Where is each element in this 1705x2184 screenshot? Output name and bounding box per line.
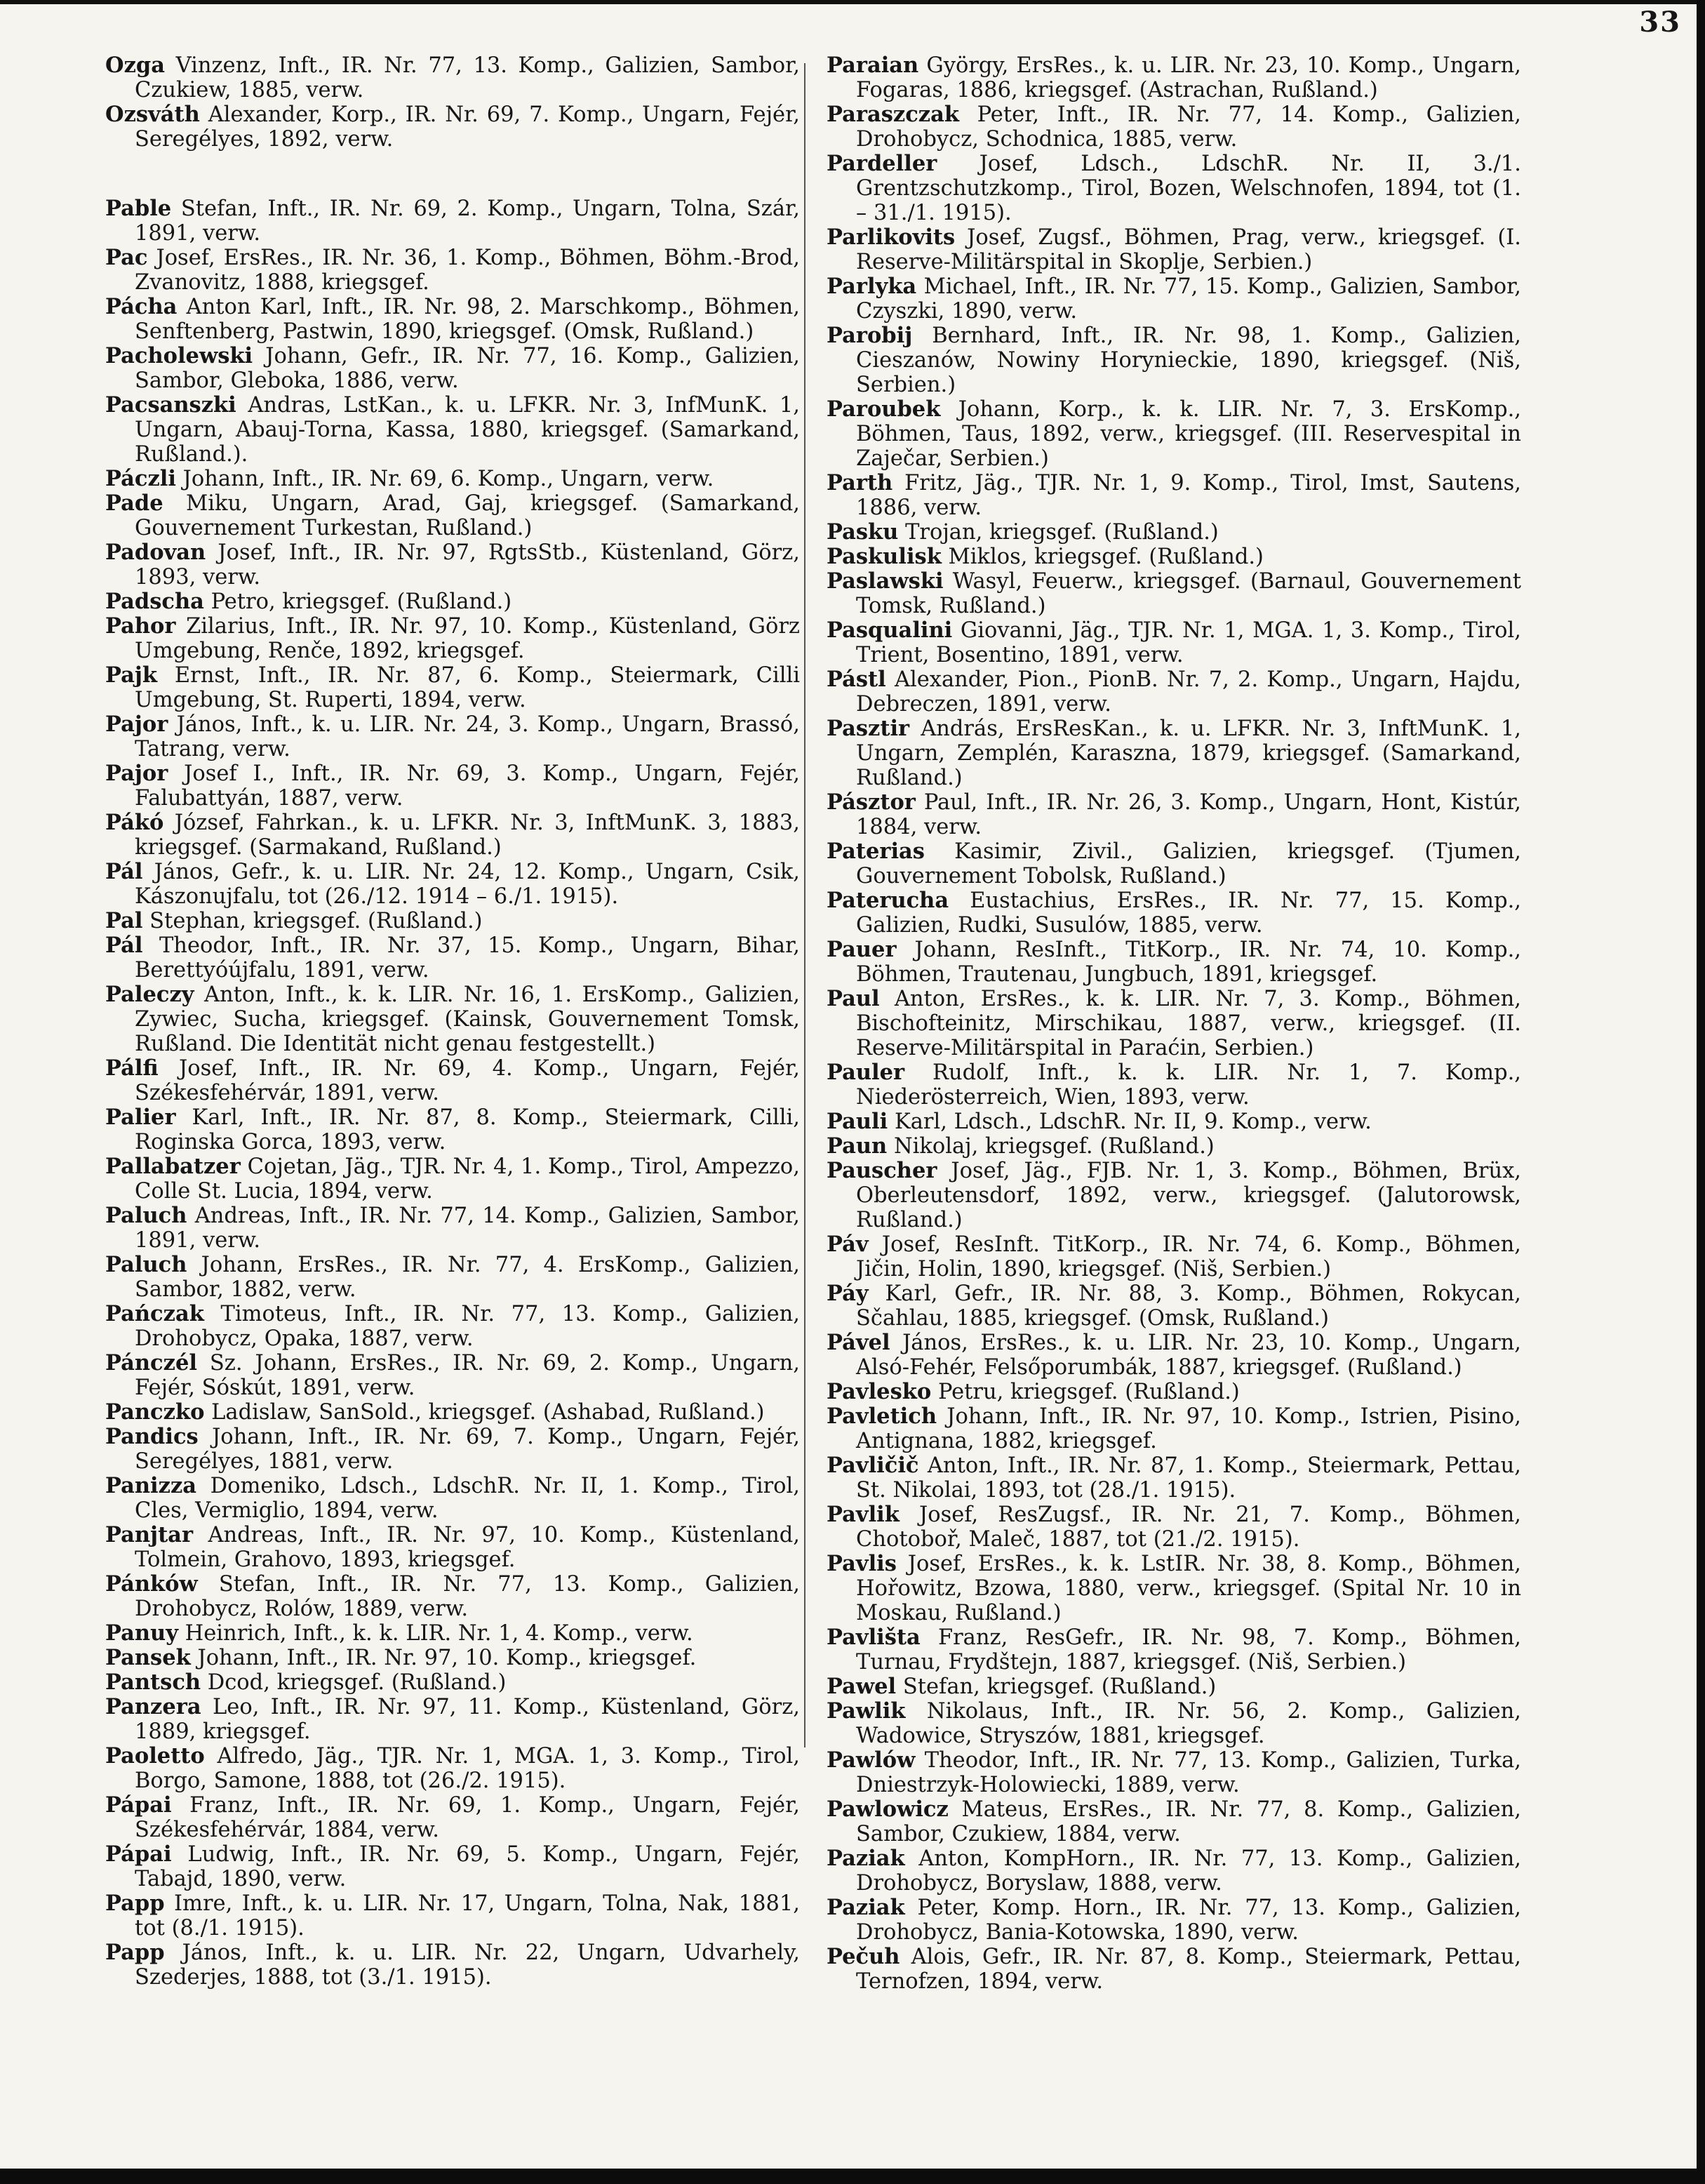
list-entry	[827, 1699, 1521, 1748]
list-entry	[827, 888, 1521, 938]
entry-details: Stephan, kriegsgef. (Rußland.)	[149, 909, 483, 933]
entry-surname: Panjtar	[105, 1522, 194, 1547]
entry-details: Domeniko, Ldsch., LdschR. Nr. II, 1. Komp., Tirol, Cles, Vermiglio, 1894, verw.	[135, 1474, 800, 1523]
entry-surname: Pajor	[105, 761, 168, 786]
entry-surname: Pauer	[827, 937, 897, 962]
entry-details: Fritz, Jäg., TJR. Nr. 1, 9. Komp., Tirol, Imst, Sautens, 1886, verw.	[856, 471, 1521, 520]
entry-surname: Padovan	[105, 540, 206, 565]
entry-surname: Pasqualini	[827, 618, 953, 643]
entry-surname: Pálfi	[105, 1056, 159, 1081]
list-entry	[105, 614, 800, 663]
list-entry	[827, 667, 1521, 717]
entry-details: Andreas, Inft., IR. Nr. 97, 10. Komp., Küstenland, Tolmein, Grahovo, 1893, kriegsgef.	[135, 1523, 800, 1572]
list-entry	[827, 102, 1521, 152]
entry-surname: Pac	[105, 245, 148, 270]
list-entry	[827, 1380, 1521, 1404]
list-entry	[827, 1625, 1521, 1674]
entry-surname: Palier	[105, 1105, 176, 1130]
entry-details: Franz, Inft., IR. Nr. 69, 1. Komp., Ungarn, Fejér, Székesfehérvár, 1884, verw.	[135, 1793, 800, 1842]
entry-details: Andras, LstKan., k. u. LFKR. Nr. 3, InfMunK. 1, Ungarn, Abauj-Torna, Kassa, 1880, kriegsgef. (Samarkand, Rußland.).	[135, 393, 800, 467]
list-entry	[827, 1159, 1521, 1232]
entry-surname: Panizza	[105, 1473, 197, 1498]
entry-surname: Pajk	[105, 662, 158, 688]
entry-surname: Panczko	[105, 1399, 205, 1425]
entry-details: Dcod, kriegsgef. (Rußland.)	[207, 1670, 507, 1695]
entry-surname: Paun	[827, 1133, 888, 1159]
entry-surname: Pawlów	[827, 1747, 916, 1773]
list-entry	[827, 1060, 1521, 1110]
list-entry	[105, 1842, 800, 1891]
entry-details: Anton, Inft., IR. Nr. 87, 1. Komp., Steiermark, Pettau, St. Nikolai, 1893, tot (28./1. 1915).	[856, 1453, 1521, 1503]
entry-details: Karl, Inft., IR. Nr. 87, 8. Komp., Steiermark, Cilli, Roginska Gorca, 1893, verw.	[135, 1105, 800, 1154]
entry-surname: Pásztor	[827, 790, 916, 815]
list-entry	[827, 717, 1521, 790]
entry-surname: Pable	[105, 196, 172, 221]
entry-details: Alexander, Korp., IR. Nr. 69, 7. Komp., Ungarn, Fejér, Seregélyes, 1892, verw.	[135, 102, 800, 152]
list-entry	[827, 839, 1521, 888]
entry-details: János, Gefr., k. u. LIR. Nr. 24, 12. Komp., Ungarn, Csik, Kászonujfalu, tot (26./12. 1914 – 6./1. 1915).	[135, 860, 800, 909]
entry-details: Bernhard, Inft., IR. Nr. 98, 1. Komp., Galizien, Cieszanów, Nowiny Horynieckie, 1890, kriegsgef. (Niš, Serbien.)	[856, 324, 1521, 397]
entry-details: Miklos, kriegsgef. (Rußland.)	[948, 545, 1264, 569]
entry-surname: Paluch	[105, 1203, 187, 1228]
entry-surname: Paterias	[827, 839, 925, 864]
list-entry	[105, 1351, 800, 1400]
entry-surname: Parth	[827, 470, 893, 495]
entry-details: Zilarius, Inft., IR. Nr. 97, 10. Komp., Küstenland, Görz Umgebung, Renče, 1892, kriegsgef.	[135, 614, 800, 663]
entry-surname: Páy	[827, 1281, 869, 1306]
list-entry	[827, 1945, 1521, 1994]
list-entry	[105, 1744, 800, 1793]
entry-surname: Pacsanszki	[105, 392, 236, 418]
entry-details: Josef, ErsRes., IR. Nr. 36, 1. Komp., Böhmen, Böhm.-Brod, Zvanovitz, 1888, kriegsgef.	[135, 246, 800, 295]
entry-surname: Paterucha	[827, 888, 949, 913]
entry-surname: Panuy	[105, 1620, 178, 1646]
list-entry	[827, 1503, 1521, 1552]
entry-details: Giovanni, Jäg., TJR. Nr. 1, MGA. 1, 3. Komp., Tirol, Trient, Bosentino, 1891, verw.	[856, 618, 1521, 667]
scan-edge-top	[0, 0, 1705, 4]
entry-details: Theodor, Inft., IR. Nr. 77, 13. Komp., Galizien, Turka, Dniestrzyk-Holowiecki, 1889, verw.	[856, 1748, 1521, 1797]
entry-details: József, Fahrkan., k. u. LFKR. Nr. 3, InftMunK. 3, 1883, kriegsgef. (Sarmakand, Rußland.)	[135, 811, 800, 860]
entry-surname: Pawel	[827, 1674, 897, 1699]
list-entry	[827, 274, 1521, 324]
entry-surname: Pákó	[105, 810, 164, 835]
list-entry	[105, 933, 800, 983]
entry-details: Alexander, Pion., PionB. Nr. 7, 2. Komp., Ungarn, Hajdu, Debreczen, 1891, verw.	[856, 667, 1521, 717]
entry-surname: Pansek	[105, 1645, 191, 1670]
entry-details: Anton Karl, Inft., IR. Nr. 98, 2. Marschkomp., Böhmen, Senftenberg, Pastwin, 1890, kriegsgef. (Omsk, Rußland.)	[135, 295, 800, 344]
entry-details: Johann, ResInft., TitKorp., IR. Nr. 74, 10. Komp., Böhmen, Trautenau, Jungbuch, 1891, kriegsgef.	[856, 938, 1521, 987]
entry-details: Karl, Ldsch., LdschR. Nr. II, 9. Komp., verw.	[894, 1110, 1372, 1134]
entry-details: Johann, Inft., IR. Nr. 97, 10. Komp., Istrien, Pisino, Antignana, 1882, kriegsgef.	[856, 1404, 1521, 1453]
list-entry	[105, 1646, 800, 1670]
list-entry	[105, 491, 800, 540]
entry-surname: Paraian	[827, 53, 919, 78]
list-entry	[105, 1523, 800, 1572]
list-entry	[105, 1572, 800, 1621]
entry-details: András, ErsResKan., k. u. LFKR. Nr. 3, InftMunK. 1, Ungarn, Zemplén, Karaszna, 1879, kriegsgef. (Samarkand, Rußland.)	[856, 717, 1521, 790]
page-number: 33	[1639, 6, 1681, 39]
entry-details: Franz, ResGefr., IR. Nr. 98, 7. Komp., Böhmen, Turnau, Frydštejn, 1887, kriegsgef. (Niš, Serbien.)	[856, 1625, 1521, 1674]
entry-details: Josef, Ldsch., LdschR. Nr. II, 3./1. Grentzschutzkomp., Tirol, Bozen, Welschnofen, 1894, tot (1. – 31./1. 1915).	[856, 152, 1521, 225]
entry-details: Josef, Inft., IR. Nr. 97, RgtsStb., Küstenland, Görz, 1893, verw.	[135, 540, 800, 590]
entry-surname: Pánczél	[105, 1350, 197, 1376]
entry-details: Cojetan, Jäg., TJR. Nr. 4, 1. Komp., Tirol, Ampezzo, Colle St. Lucia, 1894, verw.	[135, 1154, 800, 1204]
entry-details: Johann, Gefr., IR. Nr. 77, 16. Komp., Galizien, Sambor, Gleboka, 1886, verw.	[135, 344, 800, 393]
entry-surname: Pavličič	[827, 1453, 919, 1478]
entry-surname: Pade	[105, 491, 163, 516]
list-entry	[827, 1281, 1521, 1331]
list-entry	[105, 663, 800, 712]
list-entry	[827, 938, 1521, 987]
entry-surname: Páv	[827, 1232, 869, 1257]
entry-details: Josef, ResZugsf., IR. Nr. 21, 7. Komp., Böhmen, Chotoboř, Maleč, 1887, tot (21./2. 1915).	[856, 1503, 1521, 1552]
entry-details: János, Inft., k. u. LIR. Nr. 22, Ungarn, Udvarhely, Szederjes, 1888, tot (3./1. 1915).	[135, 1940, 800, 1990]
entry-surname: Pástl	[827, 667, 886, 692]
entry-surname: Pacholewski	[105, 343, 253, 368]
entry-surname: Paluch	[105, 1252, 187, 1277]
list-entry	[827, 1331, 1521, 1380]
list-entry	[105, 860, 800, 909]
entry-details: Ludwig, Inft., IR. Nr. 69, 5. Komp., Ungarn, Fejér, Tabajd, 1890, verw.	[135, 1842, 800, 1891]
list-entry	[827, 569, 1521, 618]
list-entry	[827, 53, 1521, 102]
list-entry	[105, 1302, 800, 1351]
list-entry	[827, 324, 1521, 397]
entry-surname: Ozsváth	[105, 102, 200, 127]
entry-details: György, ErsRes., k. u. LIR. Nr. 23, 10. Komp., Ungarn, Fogaras, 1886, kriegsgef. (Astrachan, Rußland.)	[856, 53, 1521, 102]
list-entry	[105, 540, 800, 590]
entry-details: Anton, ErsRes., k. k. LIR. Nr. 7, 3. Komp., Böhmen, Bischofteinitz, Mirschikau, 1887, verw., kriegsgef. (II. Reserve-Militärspital in Paraćin, Serbien.)	[856, 987, 1521, 1060]
entry-details: Petru, kriegsgef. (Rußland.)	[937, 1380, 1240, 1404]
entry-surname: Pasztir	[827, 716, 910, 741]
entry-details: Kasimir, Zivil., Galizien, kriegsgef. (Tjumen, Gouvernement Tobolsk, Rußland.)	[856, 839, 1521, 888]
entry-surname: Pavlesko	[827, 1379, 932, 1404]
entry-details: Johann, Inft., IR. Nr. 69, 7. Komp., Ungarn, Fejér, Seregélyes, 1881, verw.	[135, 1425, 800, 1474]
list-entry	[827, 1404, 1521, 1453]
left-column	[105, 53, 800, 1990]
list-entry	[827, 471, 1521, 520]
list-entry	[827, 790, 1521, 839]
list-entry	[827, 987, 1521, 1060]
list-entry	[105, 246, 800, 295]
section-gap	[105, 152, 800, 197]
list-entry	[827, 1896, 1521, 1945]
entry-details: Johann, Inft., IR. Nr. 69, 6. Komp., Ungarn, verw.	[182, 467, 714, 491]
entry-details: Imre, Inft., k. u. LIR. Nr. 17, Ungarn, Tolna, Nak, 1881, tot (8./1. 1915).	[135, 1891, 801, 1940]
list-entry	[105, 1400, 800, 1425]
entry-surname: Paslawski	[827, 568, 944, 594]
entry-surname: Pandics	[105, 1424, 199, 1449]
list-entry	[105, 1425, 800, 1474]
list-entry	[827, 1552, 1521, 1625]
entry-details: Rudolf, Inft., k. k. LIR. Nr. 1, 7. Komp., Niederösterreich, Wien, 1893, verw.	[856, 1060, 1521, 1110]
list-entry	[105, 983, 800, 1056]
entry-surname: Pavlišta	[827, 1625, 921, 1650]
entry-details: Peter, Komp. Horn., IR. Nr. 77, 13. Komp., Galizien, Drohobycz, Bania-Kotowska, 1890, verw.	[856, 1896, 1521, 1945]
entry-surname: Padscha	[105, 589, 204, 614]
entry-surname: Pál	[105, 933, 143, 958]
list-entry	[827, 1232, 1521, 1281]
list-entry	[105, 102, 800, 152]
entry-surname: Paleczy	[105, 982, 194, 1007]
entry-details: Sz. Johann, ErsRes., IR. Nr. 69, 2. Komp., Ungarn, Fejér, Sóskút, 1891, verw.	[135, 1351, 800, 1400]
list-entry	[827, 1846, 1521, 1896]
list-entry	[105, 1940, 800, 1990]
entry-surname: Pánków	[105, 1571, 198, 1597]
list-entry	[827, 1797, 1521, 1846]
list-entry	[105, 295, 800, 344]
list-entry	[105, 1891, 800, 1940]
list-entry	[105, 1204, 800, 1253]
entry-details: Stefan, Inft., IR. Nr. 77, 13. Komp., Galizien, Drohobycz, Rolów, 1889, verw.	[135, 1572, 800, 1621]
list-entry	[105, 712, 800, 761]
list-entry	[105, 811, 800, 860]
list-entry	[105, 467, 800, 491]
entry-details: Johann, Inft., IR. Nr. 97, 10. Komp., kriegsgef.	[197, 1646, 697, 1670]
entry-details: Josef, ErsRes., k. k. LstIR. Nr. 38, 8. Komp., Böhmen, Hořowitz, Bzowa, 1880, verw., kriegsgef. (Spital Nr. 10 in Moskau, Rußland.)	[856, 1552, 1521, 1625]
list-entry	[105, 1056, 800, 1105]
entry-surname: Papp	[105, 1891, 165, 1916]
entry-surname: Pavlis	[827, 1551, 897, 1576]
entry-details: Miku, Ungarn, Arad, Gaj, kriegsgef. (Samarkand, Gouvernement Turkestan, Rußland.)	[135, 491, 800, 540]
entry-details: Stefan, kriegsgef. (Rußland.)	[902, 1674, 1217, 1699]
entry-details: Nikolaus, Inft., IR. Nr. 56, 2. Komp., Galizien, Wadowice, Stryszów, 1881, kriegsgef.	[856, 1699, 1521, 1748]
entry-details: Johann, Korp., k. k. LIR. Nr. 7, 3. ErsKomp., Böhmen, Taus, 1892, verw., kriegsgef. (III. Reservespital in Zaječar, Serbien.)	[856, 397, 1521, 471]
entry-details: Eustachius, ErsRes., IR. Nr. 77, 15. Komp., Galizien, Rudki, Susulów, 1885, verw.	[856, 888, 1521, 938]
list-entry	[827, 225, 1521, 274]
entry-surname: Paul	[827, 986, 880, 1011]
list-entry	[827, 1110, 1521, 1134]
list-entry	[105, 1253, 800, 1302]
entry-surname: Pantsch	[105, 1670, 201, 1695]
entry-surname: Pauler	[827, 1060, 905, 1085]
entry-surname: Papp	[105, 1940, 165, 1965]
entry-details: Josef, Jäg., FJB. Nr. 1, 3. Komp., Böhmen, Brüx, Oberleutensdorf, 1892, verw., kriegsgef. (Jalutorowsk, Rußland.)	[856, 1159, 1521, 1232]
entry-surname: Pahor	[105, 613, 176, 639]
entry-surname: Pápai	[105, 1792, 172, 1818]
entry-surname: Parlyka	[827, 274, 917, 299]
entry-surname: Paskulisk	[827, 544, 942, 569]
entry-details: Mateus, ErsRes., IR. Nr. 77, 8. Komp., Galizien, Sambor, Czukiew, 1884, verw.	[856, 1797, 1521, 1846]
entry-surname: Pańczak	[105, 1301, 204, 1326]
entry-surname: Pavletich	[827, 1404, 937, 1429]
entry-details: János, ErsRes., k. u. LIR. Nr. 23, 10. Komp., Ungarn, Alsó-Fehér, Felsőporumbák, 1887, kriegsgef. (Rußland.)	[856, 1331, 1521, 1380]
entry-details: Heinrich, Inft., k. k. LIR. Nr. 1, 4. Komp., verw.	[185, 1621, 693, 1646]
list-entry	[105, 590, 800, 614]
entry-details: Paul, Inft., IR. Nr. 26, 3. Komp., Ungarn, Hont, Kistúr, 1884, verw.	[856, 790, 1521, 839]
entry-details: Josef, Zugsf., Böhmen, Prag, verw., kriegsgef. (I. Reserve-Militärspital in Skoplje, Serbien.)	[856, 225, 1522, 274]
entry-surname: Paziak	[827, 1895, 905, 1920]
entry-details: Alfredo, Jäg., TJR. Nr. 1, MGA. 1, 3. Komp., Tirol, Borgo, Samone, 1888, tot (26./2. 1915).	[135, 1744, 800, 1793]
list-entry	[105, 1154, 800, 1204]
entry-surname: Pasku	[827, 519, 899, 545]
entry-surname: Ozga	[105, 53, 165, 78]
entry-details: Alois, Gefr., IR. Nr. 87, 8. Komp., Steiermark, Pettau, Ternofzen, 1894, verw.	[856, 1945, 1521, 1994]
scan-edge-bottom	[0, 2169, 1705, 2184]
list-entry	[105, 761, 800, 811]
entry-details: Johann, ErsRes., IR. Nr. 77, 4. ErsKomp., Galizien, Sambor, 1882, verw.	[135, 1253, 801, 1302]
list-entry	[827, 545, 1521, 569]
list-entry	[105, 1474, 800, 1523]
right-column	[827, 53, 1521, 1994]
list-entry	[105, 1621, 800, 1646]
entry-details: Ladislaw, SanSold., kriegsgef. (Ashabad, Rußland.)	[211, 1400, 765, 1425]
entry-details: Vinzenz, Inft., IR. Nr. 77, 13. Komp., Galizien, Sambor, Czukiew, 1885, verw.	[135, 53, 800, 102]
entry-details: Wasyl, Feuerw., kriegsgef. (Barnaul, Gouvernement Tomsk, Rußland.)	[856, 569, 1521, 618]
entry-details: Peter, Inft., IR. Nr. 77, 14. Komp., Galizien, Drohobycz, Schodnica, 1885, verw.	[856, 102, 1521, 152]
entry-surname: Paroubek	[827, 397, 941, 422]
entry-details: Timoteus, Inft., IR. Nr. 77, 13. Komp., Galizien, Drohobycz, Opaka, 1887, verw.	[135, 1302, 800, 1351]
list-entry	[105, 909, 800, 933]
entry-details: Anton, KompHorn., IR. Nr. 77, 13. Komp., Galizien, Drohobycz, Boryslaw, 1888, verw.	[856, 1846, 1521, 1896]
entry-surname: Pauscher	[827, 1158, 937, 1183]
entry-surname: Pal	[105, 908, 143, 933]
list-entry	[105, 1793, 800, 1842]
entry-details: Anton, Inft., k. k. LIR. Nr. 16, 1. ErsKomp., Galizien, Zywiec, Sucha, kriegsgef. (Kainsk, Gouvernement Tomsk, Rußland. Die Identität nicht genau festgestellt.)	[135, 983, 800, 1056]
entry-details: Karl, Gefr., IR. Nr. 88, 3. Komp., Böhmen, Rokycan, Sčahlau, 1885, kriegsgef. (Omsk, Rußland.)	[856, 1281, 1522, 1331]
list-entry	[827, 1748, 1521, 1797]
entry-surname: Paziak	[827, 1846, 905, 1871]
entry-details: Josef I., Inft., IR. Nr. 69, 3. Komp., Ungarn, Fejér, Falubattyán, 1887, verw.	[135, 761, 800, 811]
entry-surname: Panzera	[105, 1694, 201, 1719]
entry-details: Andreas, Inft., IR. Nr. 77, 14. Komp., Galizien, Sambor, 1891, verw.	[135, 1204, 800, 1253]
entry-details: János, Inft., k. u. LIR. Nr. 24, 3. Komp., Ungarn, Brassó, Tatrang, verw.	[135, 712, 800, 761]
entry-details: Ernst, Inft., IR. Nr. 87, 6. Komp., Steiermark, Cilli Umgebung, St. Ruperti, 1894, verw.	[135, 663, 801, 712]
entry-surname: Pardeller	[827, 151, 937, 176]
list-entry	[827, 618, 1521, 667]
entry-surname: Pawlowicz	[827, 1797, 949, 1822]
entry-details: Petro, kriegsgef. (Rußland.)	[210, 590, 512, 614]
entry-surname: Pallabatzer	[105, 1154, 241, 1179]
list-entry	[105, 393, 800, 467]
entry-details: Leo, Inft., IR. Nr. 97, 11. Komp., Küstenland, Görz, 1889, kriegsgef.	[135, 1695, 800, 1744]
entry-surname: Pál	[105, 859, 143, 884]
entry-surname: Pajor	[105, 712, 168, 737]
list-entry	[827, 397, 1521, 471]
entry-details: Josef, ResInft. TitKorp., IR. Nr. 74, 6. Komp., Böhmen, Jičin, Holin, 1890, kriegsgef. (Niš, Serbien.)	[856, 1232, 1521, 1281]
list-entry	[827, 520, 1521, 545]
list-entry	[105, 1695, 800, 1744]
entry-details: Michael, Inft., IR. Nr. 77, 15. Komp., Galizien, Sambor, Czyszki, 1890, verw.	[856, 274, 1522, 324]
column-divider	[804, 63, 805, 1747]
list-entry	[827, 1674, 1521, 1699]
list-entry	[105, 344, 800, 393]
entry-details: Theodor, Inft., IR. Nr. 37, 15. Komp., Ungarn, Bihar, Berettyóújfalu, 1891, verw.	[135, 933, 800, 983]
entry-surname: Pável	[827, 1330, 890, 1355]
entry-details: Stefan, Inft., IR. Nr. 69, 2. Komp., Ungarn, Tolna, Szár, 1891, verw.	[135, 197, 800, 246]
entry-surname: Pauli	[827, 1109, 888, 1134]
entry-surname: Pácha	[105, 294, 178, 319]
entry-details: Trojan, kriegsgef. (Rußland.)	[905, 520, 1219, 545]
entry-details: Nikolaj, kriegsgef. (Rußland.)	[893, 1134, 1215, 1159]
entry-surname: Pečuh	[827, 1944, 900, 1969]
entry-surname: Pawlik	[827, 1698, 906, 1724]
scan-edge-right	[1697, 0, 1705, 2184]
list-entry	[105, 1670, 800, 1695]
list-entry	[105, 1105, 800, 1154]
entry-surname: Pápai	[105, 1842, 172, 1867]
list-entry	[827, 152, 1521, 225]
entry-surname: Páczli	[105, 466, 176, 491]
entry-details: Josef, Inft., IR. Nr. 69, 4. Komp., Ungarn, Fejér, Székesfehérvár, 1891, verw.	[135, 1056, 800, 1105]
entry-surname: Paraszczak	[827, 102, 959, 127]
list-entry	[827, 1134, 1521, 1159]
entry-surname: Parlikovits	[827, 225, 956, 250]
list-entry	[105, 197, 800, 246]
list-entry	[827, 1453, 1521, 1503]
list-entry	[105, 53, 800, 102]
entry-surname: Paoletto	[105, 1743, 205, 1769]
entry-surname: Parobij	[827, 323, 913, 348]
entry-surname: Pavlik	[827, 1502, 900, 1527]
